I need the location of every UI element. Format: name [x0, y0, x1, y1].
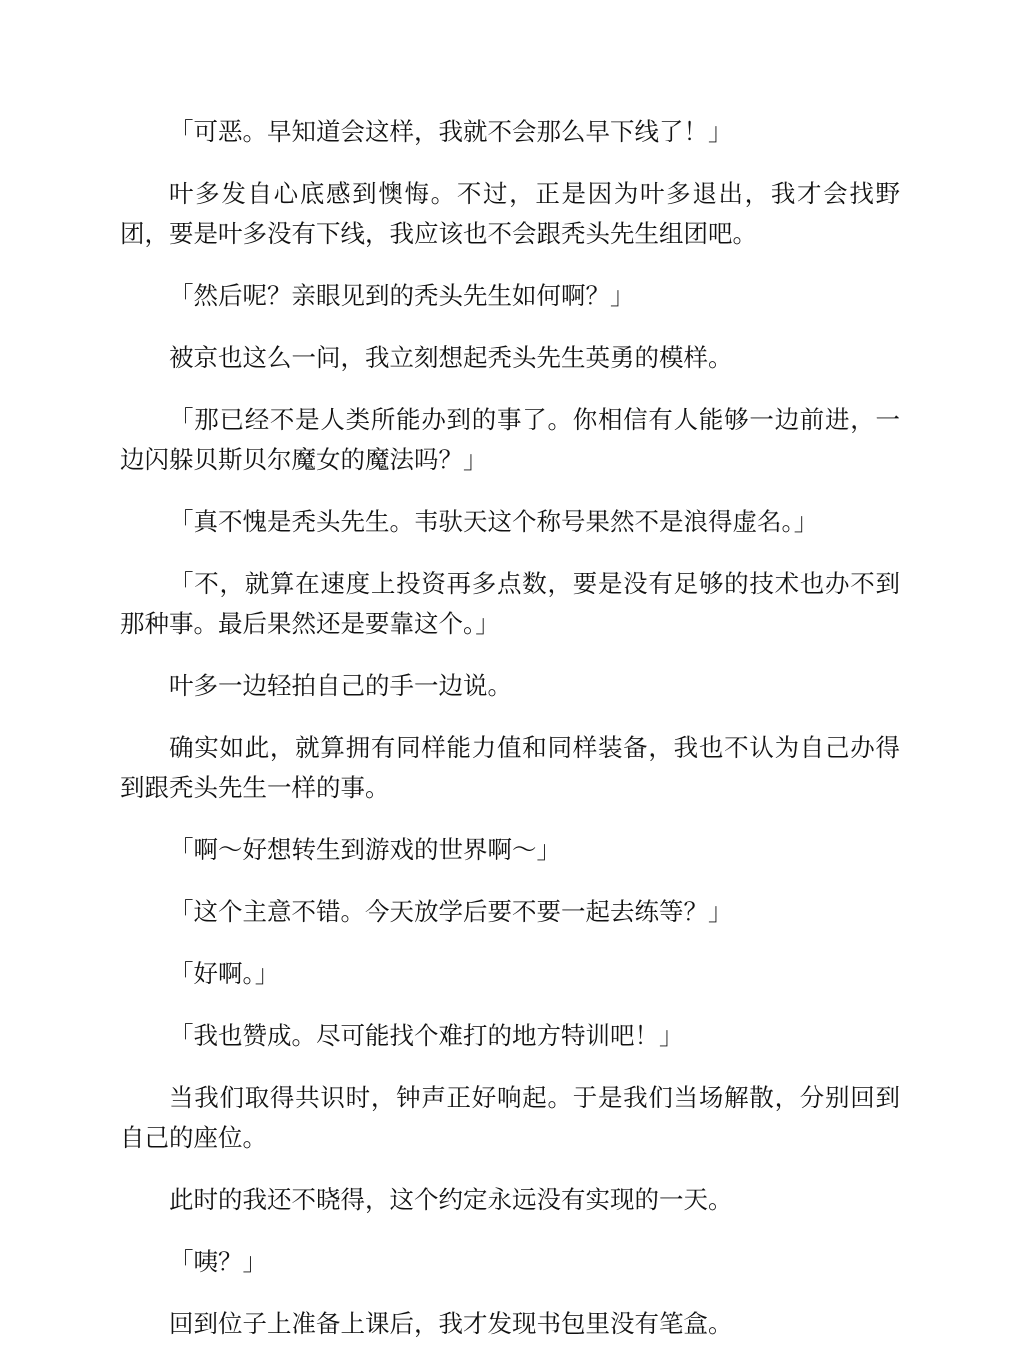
paragraph: 叶多一边轻拍自己的手一边说。 [169, 671, 512, 700]
paragraph: 此时的我还不晓得，这个约定永远没有实现的一天。 [169, 1185, 733, 1214]
document-page [120, 112, 900, 1366]
paragraph: 确实如此，就算拥有同样能力值和同样装备，我也不认为自己办得到跟秃头先生一样的事。 [120, 733, 900, 802]
paragraph: 当我们取得共识时，钟声正好响起。于是我们当场解散，分别回到自己的座位。 [120, 1083, 900, 1152]
paragraph: 「真不愧是秃头先生。韦驮天这个称号果然不是浪得虚名。」 [169, 507, 819, 536]
paragraph: 「好啊。」 [169, 959, 280, 988]
paragraph: 「啊～好想转生到游戏的世界啊～」 [169, 835, 561, 864]
paragraph: 回到位子上准备上课后，我才发现书包里没有笔盒。 [169, 1309, 733, 1338]
paragraph: 叶多发自心底感到懊悔。不过，正是因为叶多退出，我才会找野团，要是叶多没有下线，我应该也不会跟秃头先生组团吧。 [120, 179, 900, 248]
paragraph: 「我也赞成。尽可能找个难打的地方特训吧！」 [169, 1021, 684, 1050]
paragraph: 「然后呢？亲眼见到的秃头先生如何啊？」 [169, 281, 635, 310]
paragraph: 「不，就算在速度上投资再多点数，要是没有足够的技术也办不到那种事。最后果然还是要靠这个。」 [120, 569, 900, 638]
paragraph: 被京也这么一问，我立刻想起秃头先生英勇的模样。 [169, 343, 733, 372]
paragraph: 「可恶。早知道会这样，我就不会那么早下线了！」 [169, 117, 733, 146]
paragraph: 「那已经不是人类所能办到的事了。你相信有人能够一边前进，一边闪躲贝斯贝尔魔女的魔法吗？」 [120, 405, 900, 474]
paragraph: 「这个主意不错。今天放学后要不要一起去练等？」 [169, 897, 733, 926]
paragraph: 「咦？」 [169, 1247, 267, 1276]
